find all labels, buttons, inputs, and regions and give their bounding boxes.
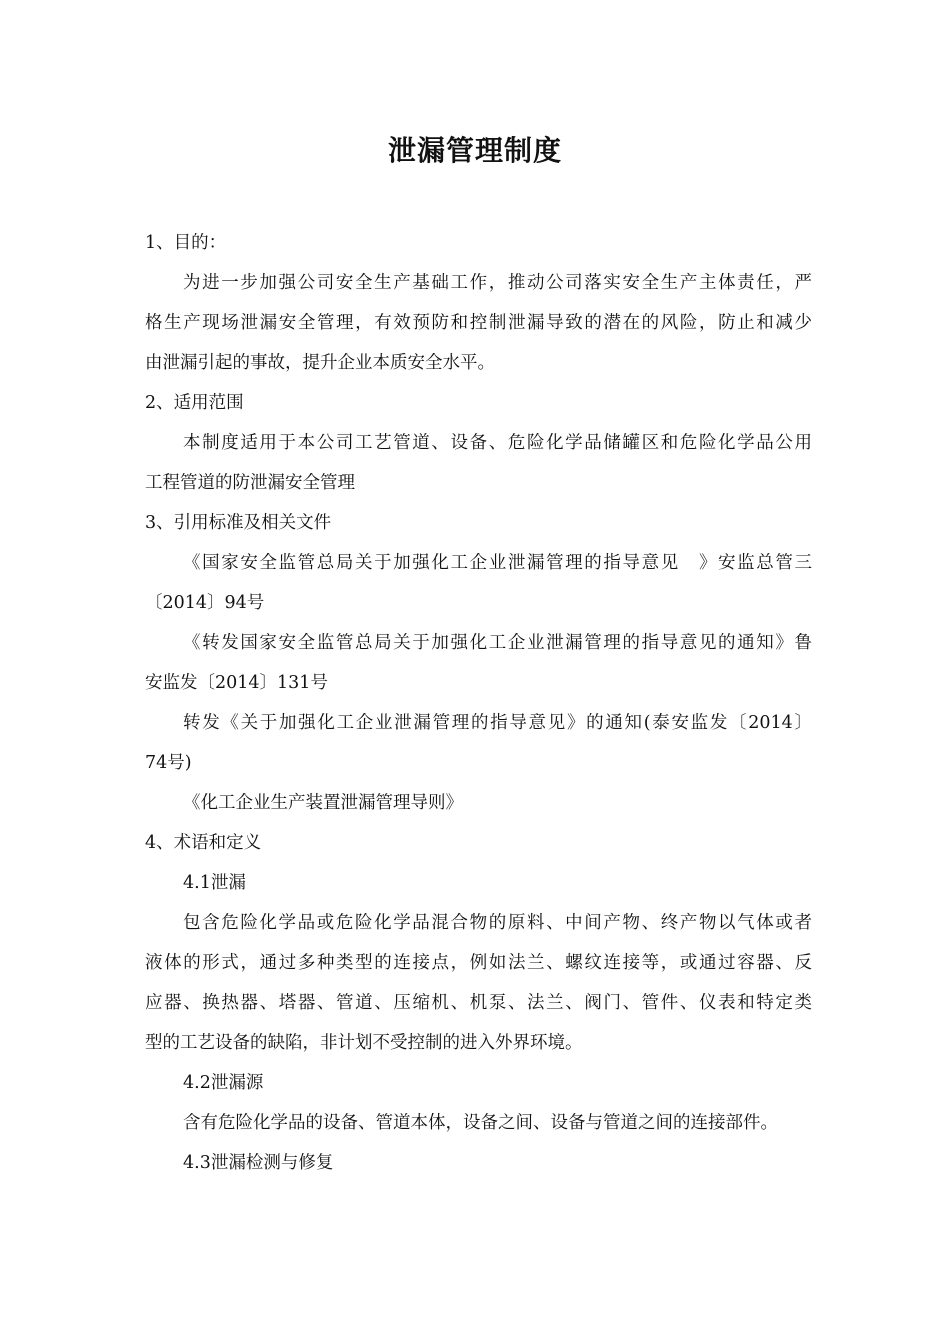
paragraph-line: 为进一步加强公司安全生产基础工作，推动公司落实安全生产主体责任，严: [183, 273, 812, 293]
paragraph-line: 型的工艺设备的缺陷，非计划不受控制的进入外界环境。: [145, 1033, 583, 1053]
reference-line: 〔2014〕94号: [145, 593, 265, 613]
reference-line: 《化工企业生产装置泄漏管理导则》: [183, 793, 463, 813]
reference-line: 安监发〔2014〕131号: [145, 673, 328, 693]
subsection-heading: 4.1泄漏: [183, 873, 246, 893]
subsection-heading: 4.3泄漏检测与修复: [183, 1153, 334, 1173]
subsection-heading: 4.2泄漏源: [183, 1073, 264, 1093]
paragraph-line: 含有危险化学品的设备、管道本体，设备之间、设备与管道之间的连接部件。: [183, 1113, 778, 1133]
section-heading-references: 3、引用标准及相关文件: [145, 513, 332, 533]
paragraph-line: 液体的形式，通过多种类型的连接点，例如法兰、螺纹连接等，或通过容器、反: [145, 953, 812, 973]
reference-line: 《转发国家安全监管总局关于加强化工企业泄漏管理的指导意见的通知》鲁: [183, 633, 812, 653]
section-heading-purpose: 1、目的：: [145, 233, 227, 253]
reference-line: 转发《关于加强化工企业泄漏管理的指导意见》的通知(泰安监发〔2014〕: [183, 713, 812, 733]
section-heading-scope: 2、适用范围: [145, 393, 244, 413]
document-title: 泄漏管理制度: [387, 134, 562, 167]
paragraph-line: 格生产现场泄漏安全管理，有效预防和控制泄漏导致的潜在的风险，防止和减少: [145, 313, 812, 333]
paragraph-line: 包含危险化学品或危险化学品混合物的原料、中间产物、终产物以气体或者: [183, 913, 812, 933]
reference-line: 74号): [145, 753, 192, 773]
reference-line: 《国家安全监管总局关于加强化工企业泄漏管理的指导意见 》安监总管三: [183, 553, 812, 573]
document-body: [145, 223, 812, 1183]
paragraph-line: 应器、换热器、塔器、管道、压缩机、机泵、法兰、阀门、管件、仪表和特定类: [145, 993, 812, 1013]
paragraph-line: 由泄漏引起的事故，提升企业本质安全水平。: [145, 353, 495, 373]
paragraph-line: 工程管道的防泄漏安全管理: [145, 473, 355, 493]
paragraph-line: 本制度适用于本公司工艺管道、设备、危险化学品储罐区和危险化学品公用: [183, 433, 812, 453]
section-heading-definitions: 4、术语和定义: [145, 833, 262, 853]
